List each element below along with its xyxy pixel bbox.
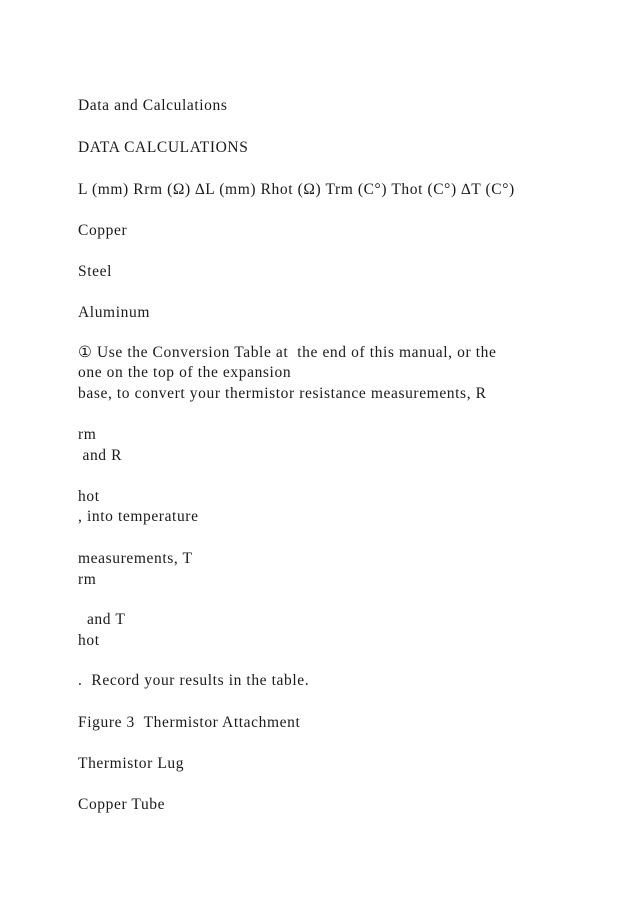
instruction-text: ① Use the Conversion Table at the end of this manual, or the xyxy=(78,344,497,361)
figure-caption: Figure 3 Thermistor Attachment xyxy=(78,714,301,731)
figure-label: Thermistor Lug xyxy=(78,755,185,772)
instruction-text: and R xyxy=(78,447,123,464)
subscript-fragment: hot xyxy=(78,632,100,649)
section-heading: Data and Calculations xyxy=(78,97,228,114)
instruction-text: and T xyxy=(78,611,126,628)
instruction-text: base, to convert your thermistor resistance measurements, R xyxy=(78,385,487,402)
subscript-fragment: rm xyxy=(78,426,97,443)
row-label-copper: Copper xyxy=(78,222,128,239)
subscript-fragment: hot xyxy=(78,488,100,505)
subscript-fragment: rm xyxy=(78,571,97,588)
instruction-text: measurements, T xyxy=(78,550,193,567)
table-title: DATA CALCULATIONS xyxy=(78,139,249,156)
row-label-aluminum: Aluminum xyxy=(78,304,150,321)
instruction-text: one on the top of the expansion xyxy=(78,364,292,381)
instruction-text: . Record your results in the table. xyxy=(78,672,310,689)
table-header-row: L (mm) Rrm (Ω) ∆L (mm) Rhot (Ω) Trm (C°) Thot (C°) ∆T (C°) xyxy=(78,181,515,198)
figure-label: Copper Tube xyxy=(78,796,166,813)
instruction-text: , into temperature xyxy=(78,508,199,525)
row-label-steel: Steel xyxy=(78,263,112,280)
